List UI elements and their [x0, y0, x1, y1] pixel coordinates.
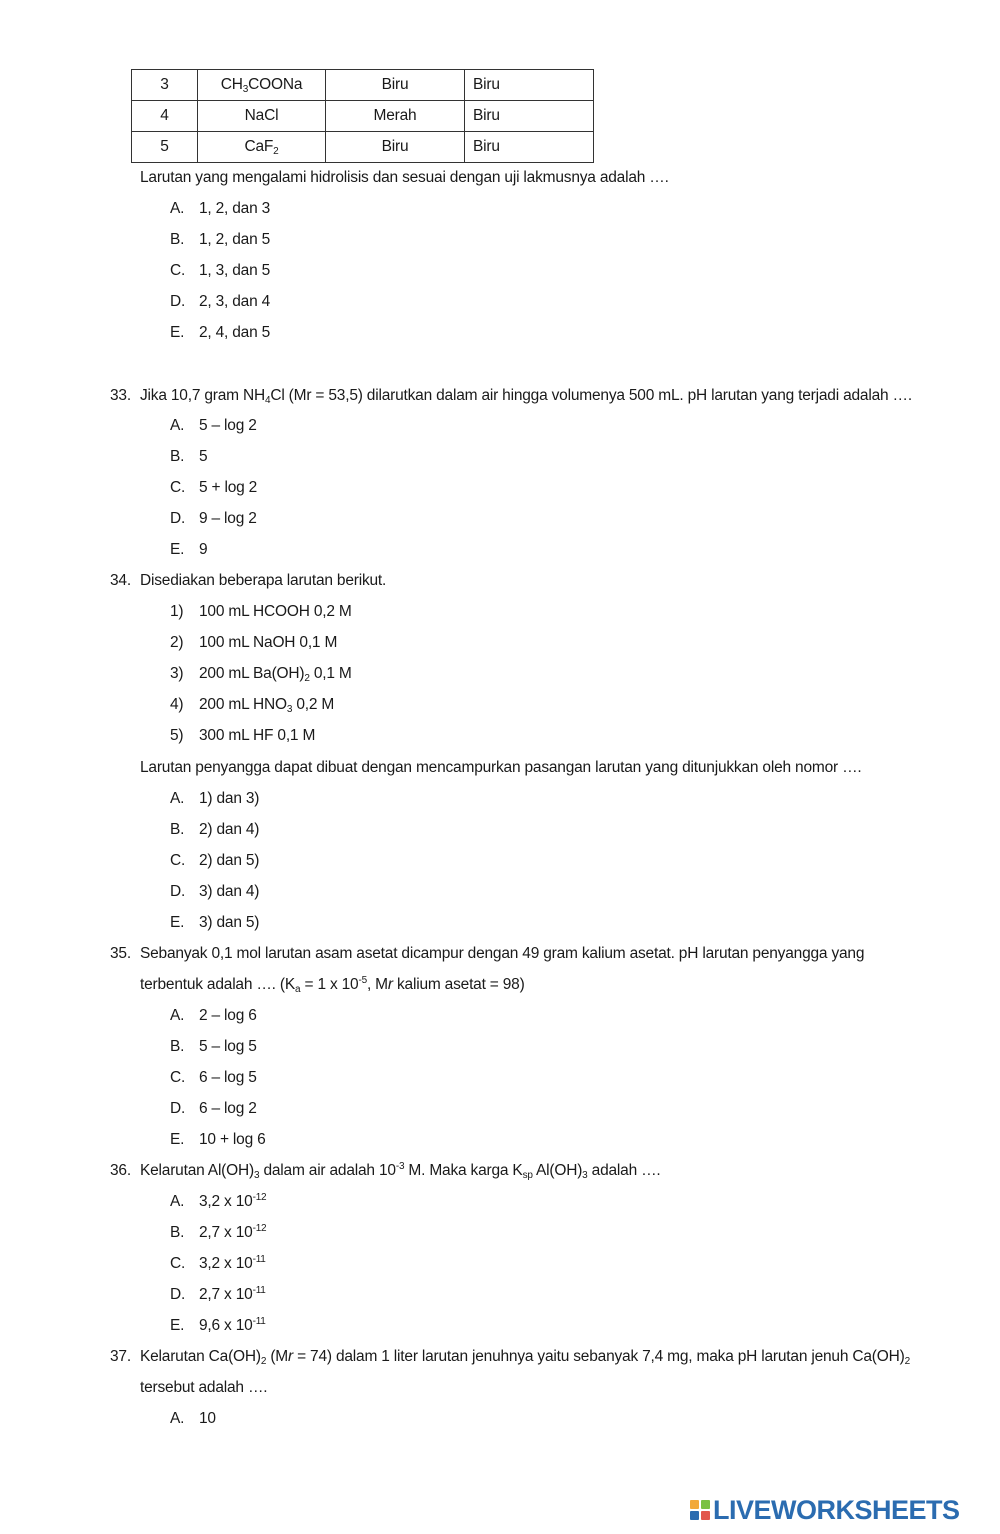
q36-option-text: 9,6 x $10^{-11}$	[199, 1316, 266, 1334]
table-row	[132, 101, 594, 132]
q36-option-text: 3,2 x $10^{-11}$	[199, 1254, 266, 1272]
q34-option-letter: A.	[170, 790, 185, 807]
q35-number: 35.	[110, 945, 131, 962]
q34-solution-number: 1)	[170, 603, 184, 620]
q34-option-letter: E.	[170, 914, 185, 931]
q34-solution-number: 5)	[170, 727, 184, 744]
q32-option-text: 2, 4, dan 5	[199, 324, 271, 341]
q36-option-letter: C.	[170, 1255, 186, 1272]
table-cell: Biru	[465, 101, 594, 132]
q33-option-text: 5 – log 2	[199, 417, 257, 434]
q34-option-text: 2) dan 5)	[199, 852, 260, 869]
table-row	[132, 132, 594, 163]
logo-text: LIVEWORKSHEETS	[713, 1495, 960, 1525]
q34-option-letter: D.	[170, 883, 186, 900]
q36-option-letter: A.	[170, 1193, 185, 1210]
q34-solution-text: 100 mL NaOH 0,1 M	[199, 634, 338, 651]
q37-stem-line2: tersebut adalah ….	[140, 1379, 268, 1396]
q35-option-letter: D.	[170, 1100, 186, 1117]
q33-option-text: 9 – log 2	[199, 510, 257, 527]
table-cell: Biru	[465, 132, 594, 163]
q32-option-text: 2, 3, dan 4	[199, 293, 271, 310]
q34-solution-text: 200 mL $Ba(OH)_2$ 0,1 M	[199, 665, 352, 684]
q35-option-letter: E.	[170, 1131, 185, 1148]
table-cell: 3	[132, 70, 198, 101]
q32-option-text: 1, 2, dan 3	[199, 200, 271, 217]
q32-stem: Larutan yang mengalami hidrolisis dan sesuai dengan uji lakmusnya adalah ….	[140, 169, 669, 186]
q34-option-letter: C.	[170, 852, 186, 869]
q33-option-letter: C.	[170, 479, 186, 496]
table-cell: 4	[132, 101, 198, 132]
q32-option-text: 1, 2, dan 5	[199, 231, 271, 248]
q32-option-letter: B.	[170, 231, 185, 248]
q32-option-letter: D.	[170, 293, 186, 310]
q36-option-text: 2,7 x $10^{-11}$	[199, 1285, 266, 1303]
q36-number: 36.	[110, 1162, 131, 1179]
table-cell: Biru	[326, 132, 465, 163]
q35-option-text: 10 + log 6	[199, 1131, 266, 1148]
q36-option-letter: E.	[170, 1317, 185, 1334]
q36-option-letter: D.	[170, 1286, 186, 1303]
q34-solution-text: 100 mL HCOOH 0,2 M	[199, 603, 352, 620]
q37-option-letter: A.	[170, 1410, 185, 1427]
q36-stem: Kelarutan $Al(OH)_3$ dalam air adalah $10^{-3}$ M. Maka karga $K_{sp}$ $Al(OH)_3$ adalah ….	[140, 1161, 661, 1181]
q35-stem-line1: Sebanyak 0,1 mol larutan asam asetat dicampur dengan 49 gram kalium asetat. pH larutan penyangga yang	[140, 945, 865, 962]
table-cell: Merah	[326, 101, 465, 132]
q32-option-letter: E.	[170, 324, 185, 341]
q35-option-letter: C.	[170, 1069, 186, 1086]
logo-icon	[690, 1500, 710, 1520]
litmus-table	[131, 69, 594, 163]
q34-option-text: 3) dan 5)	[199, 914, 260, 931]
logo-square	[690, 1500, 699, 1509]
q33-option-text: 5 + log 2	[199, 479, 258, 496]
q35-option-text: 6 – log 5	[199, 1069, 257, 1086]
q34-solution-number: 4)	[170, 696, 184, 713]
q32-option-letter: A.	[170, 200, 185, 217]
q33-option-letter: D.	[170, 510, 186, 527]
q35-stem-line2: terbentuk adalah …. ($K_a = 1$ x $10^{-5}$, Mr kalium asetat = 98)	[140, 975, 525, 995]
q37-stem-line1: Kelarutan $Ca(OH)_2$ (Mr = 74) dalam 1 liter larutan jenuhnya yaitu sebanyak 7,4 mg, maka pH larutan jenuh $Ca(OH)_2$	[140, 1348, 910, 1367]
q35-option-text: 6 – log 2	[199, 1100, 257, 1117]
table-cell: $CH_3COONa$	[198, 70, 326, 101]
logo-square	[701, 1500, 710, 1509]
q32-option-letter: C.	[170, 262, 186, 279]
liveworksheets-logo[interactable]	[690, 1496, 960, 1524]
table-row	[132, 70, 594, 101]
q33-option-text: 5	[199, 448, 208, 465]
q34-number: 34.	[110, 572, 131, 589]
q35-option-text: 2 – log 6	[199, 1007, 257, 1024]
logo-square	[690, 1511, 699, 1520]
table-cell: 5	[132, 132, 198, 163]
q35-option-text: 5 – log 5	[199, 1038, 257, 1055]
q36-option-text: 2,7 x $10^{-12}$	[199, 1223, 267, 1241]
q33-option-letter: E.	[170, 541, 185, 558]
q34-option-text: 2) dan 4)	[199, 821, 260, 838]
q34-option-text: 1) dan 3)	[199, 790, 260, 807]
q36-option-text: 3,2 x $10^{-12}$	[199, 1192, 267, 1210]
q35-option-letter: B.	[170, 1038, 185, 1055]
q34-solution-text: 300 mL HF 0,1 M	[199, 727, 316, 744]
q34-solution-text: 200 mL $HNO_3$ 0,2 M	[199, 696, 335, 715]
q34-solution-number: 3)	[170, 665, 184, 682]
q34-option-text: 3) dan 4)	[199, 883, 260, 900]
q34-stem: Disediakan beberapa larutan berikut.	[140, 572, 387, 589]
q37-number: 37.	[110, 1348, 131, 1365]
logo-square	[701, 1511, 710, 1520]
q36-option-letter: B.	[170, 1224, 185, 1241]
q33-option-text: 9	[199, 541, 208, 558]
table-cell: Biru	[465, 70, 594, 101]
q32-option-text: 1, 3, dan 5	[199, 262, 271, 279]
q34-question: Larutan penyangga dapat dibuat dengan mencampurkan pasangan larutan yang ditunjukkan oleh nomor ….	[140, 759, 862, 776]
q33-stem: Jika 10,7 gram $NH_4Cl$ (Mr = 53,5) dilarutkan dalam air hingga volumenya 500 mL. pH larutan yang terjadi adalah ….	[140, 387, 912, 406]
q35-option-letter: A.	[170, 1007, 185, 1024]
q33-option-letter: A.	[170, 417, 185, 434]
q34-option-letter: B.	[170, 821, 185, 838]
q33-number: 33.	[110, 387, 131, 404]
q34-solution-number: 2)	[170, 634, 184, 651]
table-cell: Biru	[326, 70, 465, 101]
table-cell: CaF$_2$	[198, 132, 326, 163]
q33-option-letter: B.	[170, 448, 185, 465]
q37-option-text: 10	[199, 1410, 216, 1427]
table-cell: NaCl	[198, 101, 326, 132]
